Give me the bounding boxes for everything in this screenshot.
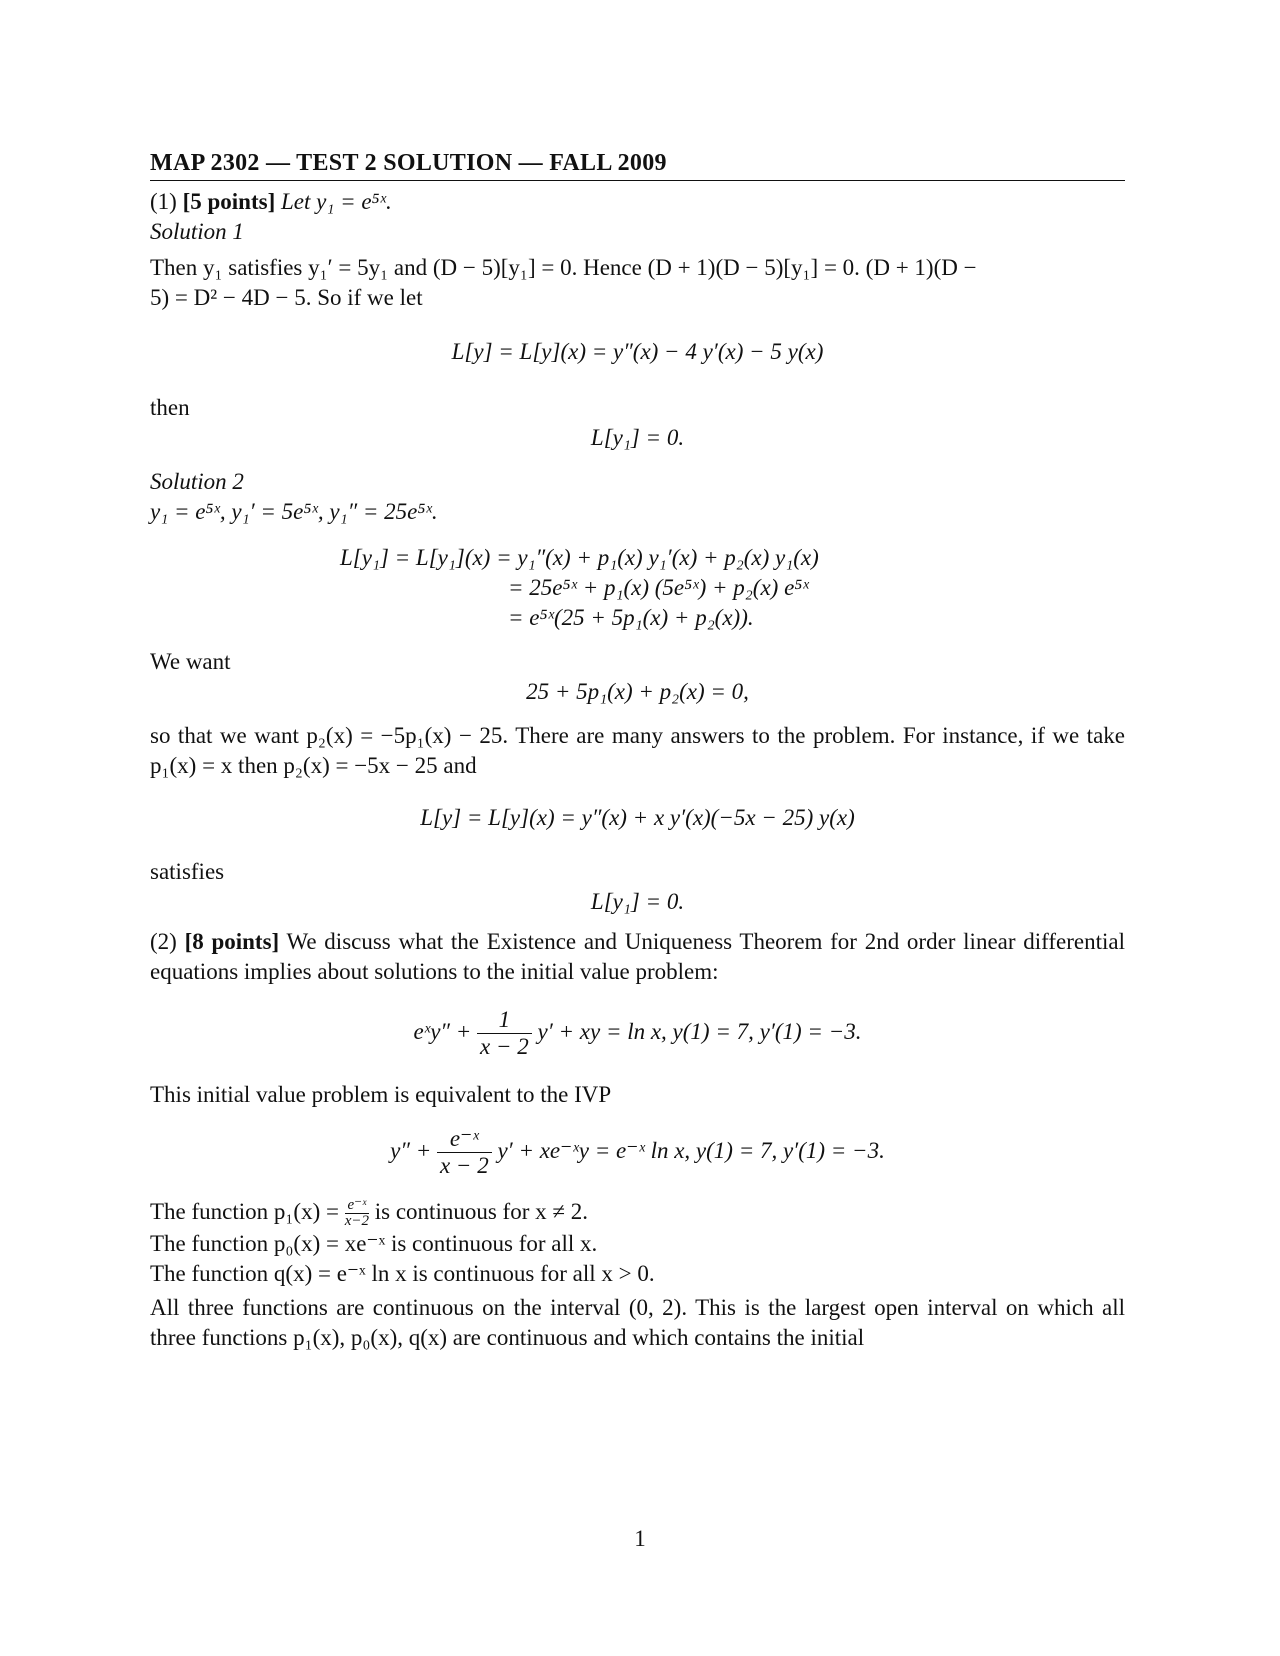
page-number: 1 bbox=[634, 1526, 646, 1551]
satisfies-text: satisfies bbox=[150, 859, 225, 884]
q-continuity-line: The function q(x) = e⁻ˣ ln x is continuous for all x > 0. bbox=[150, 1261, 655, 1287]
ivp-equation-2 bbox=[150, 1126, 1125, 1179]
solution-1-line-1: Then y₁ satisfies y₁′ = 5y₁ and (D − 5)[y₁] = 0. Hence (D + 1)(D − 5)[y₁] = 0. (D + 1)(D − bbox=[150, 255, 977, 280]
solution-1-line-2: 5) = D² − 4D − 5. So if we let bbox=[150, 285, 423, 310]
result-equation-2: L[y₁] = 0. bbox=[590, 889, 685, 914]
ivp2-left: y″ + bbox=[390, 1137, 432, 1163]
problem-1-label: (1) bbox=[150, 189, 177, 214]
ivp2-right: y′ + xe⁻ˣy = e⁻ˣ ln x, y(1) = 7, y′(1) = −3. bbox=[497, 1137, 885, 1163]
equivalent-text: This initial value problem is equivalent to the IVP bbox=[150, 1082, 612, 1107]
problem-2-points: [8 points] bbox=[184, 929, 280, 954]
ivp1-fraction bbox=[477, 1007, 532, 1060]
ivp1-left: eˣy″ + bbox=[413, 1018, 472, 1044]
problem-2-statement bbox=[150, 927, 1125, 987]
problem-1-points: [5 points] bbox=[182, 189, 276, 214]
p1-fraction bbox=[345, 1198, 369, 1229]
p1-numerator: e⁻ˣ bbox=[345, 1198, 369, 1214]
operator-equation: L[y] = L[y](x) = y″(x) − 4 y′(x) − 5 y(x) bbox=[451, 339, 824, 364]
problem-1-statement bbox=[150, 187, 1125, 217]
ivp1-right: y′ + xy = ln x, y(1) = 7, y′(1) = −3. bbox=[537, 1018, 862, 1044]
p1-continuity-line bbox=[150, 1197, 1125, 1229]
problem-2-text: We discuss what the Existence and Uniqueness Theorem for 2nd order linear differential equations implies about solutions to the initial value problem: bbox=[150, 929, 1125, 984]
expansion-row-3: = e⁵ˣ(25 + 5p₁(x) + p₂(x)). bbox=[508, 605, 754, 630]
result-equation-1: L[y₁] = 0. bbox=[590, 425, 685, 450]
we-want-text: We want bbox=[150, 649, 231, 674]
solution-2-heading: Solution 2 bbox=[150, 469, 244, 494]
solution-2-derivatives: y₁ = e⁵ˣ, y₁′ = 5e⁵ˣ, y₁″ = 25e⁵ˣ. bbox=[150, 499, 438, 524]
ivp2-fraction bbox=[437, 1126, 492, 1179]
ivp1-numerator: 1 bbox=[477, 1007, 532, 1034]
operator-expansion-block bbox=[340, 543, 1125, 633]
then-text: then bbox=[150, 395, 190, 420]
page-title: MAP 2302 — TEST 2 SOLUTION — FALL 2009 bbox=[150, 148, 1125, 181]
problem-1-text: Let y₁ = e⁵ˣ. bbox=[280, 189, 392, 214]
problem-2-label: (2) bbox=[150, 929, 177, 954]
ivp2-numerator: e⁻ˣ bbox=[437, 1126, 492, 1153]
ivp2-denominator: x − 2 bbox=[439, 1153, 489, 1178]
example-operator-equation: L[y] = L[y](x) = y″(x) + x y′(x)(−5x − 25) y(x) bbox=[420, 805, 855, 830]
p1-prefix: The function p₁(x) = bbox=[150, 1199, 339, 1224]
solution-1-heading: Solution 1 bbox=[150, 219, 244, 244]
expansion-row-2: = 25e⁵ˣ + p₁(x) (5e⁵ˣ) + p₂(x) e⁵ˣ bbox=[508, 575, 809, 600]
many-answers-paragraph: so that we want p₂(x) = −5p₁(x) − 25. There are many answers to the problem. For instance, if we take p₁(x) = x then p₂(x) = −5x − 25 and bbox=[150, 723, 1125, 778]
ivp1-denominator: x − 2 bbox=[480, 1034, 529, 1059]
condition-equation: 25 + 5p₁(x) + p₂(x) = 0, bbox=[526, 679, 749, 704]
p0-continuity-line: The function p₀(x) = xe⁻ˣ is continuous for all x. bbox=[150, 1231, 598, 1257]
p1-suffix: is continuous for x ≠ 2. bbox=[374, 1199, 588, 1224]
ivp-equation-1 bbox=[150, 1007, 1125, 1060]
expansion-row-1: L[y₁] = L[y₁](x) = y₁″(x) + p₁(x) y₁′(x) + p₂(x) y₁(x) bbox=[340, 545, 819, 570]
p1-denominator: x−2 bbox=[344, 1213, 369, 1230]
document-page bbox=[150, 148, 1125, 1353]
conclusion-paragraph: All three functions are continuous on the interval (0, 2). This is the largest open interval on which all three functions p₁(x), p₀(x), q(x) are continuous and which contains the initial bbox=[150, 1295, 1125, 1351]
